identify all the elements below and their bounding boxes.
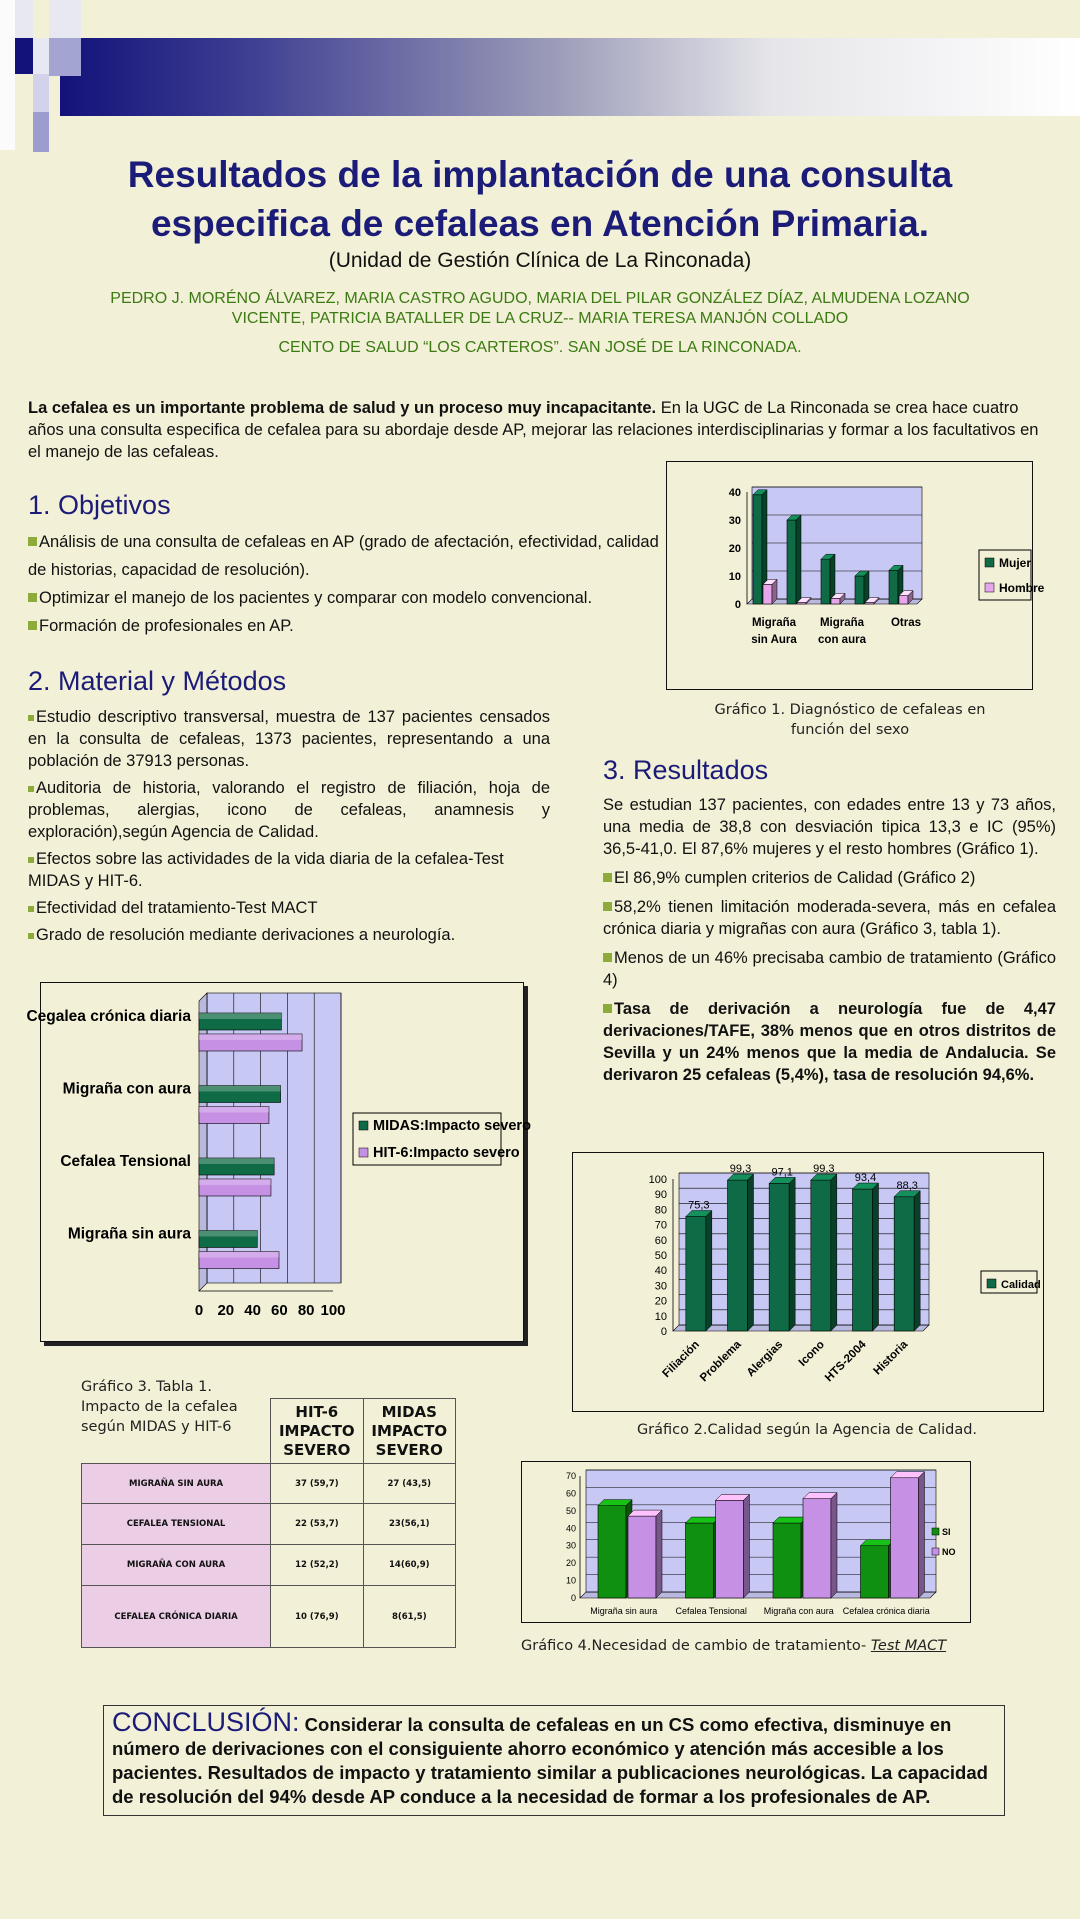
legend-label: Calidad [1001, 1279, 1041, 1291]
metodo-item: Auditoria de historia, valorando el registro de filiación, hoja de problemas, alergias, icono de cefaleas, anamnesis y exploración),según Agencia de Calidad. [28, 779, 550, 841]
resultados-para: Se estudian 137 pacientes, con edades entre 13 y 73 años, una media de 38,8 con desviación tipica 13,3 e IC (95%) 36,5-41,0. El 87,6% mujeres y el resto hombres (Gráfico 1). [603, 796, 1056, 858]
bar [889, 570, 898, 604]
legend-swatch [359, 1148, 368, 1157]
decor-square [0, 0, 15, 150]
objetivo-item: Formación de profesionales en AP. [28, 612, 660, 640]
header-decoration [0, 0, 1080, 160]
y-tick-label: 100 [648, 1174, 667, 1186]
x-tick-label: Migraña sin aura [590, 1606, 658, 1616]
legend-swatch [932, 1528, 939, 1535]
health-center: CENTO DE SALUD “LOS CARTEROS”. SAN JOSÉ DE LA RINCONADA. [278, 339, 802, 356]
data-label: 97,1 [771, 1166, 793, 1179]
bullet-icon [28, 621, 37, 630]
chart-g4-svg [522, 1462, 970, 1622]
table-cell: 10 (76,9) [271, 1586, 363, 1648]
y-tick-label: 20 [728, 543, 741, 555]
bar-side [914, 1191, 920, 1331]
resultado-item: Menos de un 46% precisaba cambio de tratamiento (Gráfico 4) [603, 949, 1056, 989]
bar [769, 1183, 789, 1331]
x-tick-label: con aura [818, 634, 866, 646]
legend-swatch [359, 1121, 368, 1130]
legend-swatch [985, 583, 994, 592]
bullet-icon [28, 786, 34, 792]
bar-side [748, 1174, 754, 1331]
test-mact-link[interactable]: Test MACT [870, 1638, 947, 1654]
bar-highlight [199, 1252, 279, 1258]
table-cell: 23(56,1) [363, 1504, 455, 1545]
table-header-row [82, 1399, 456, 1464]
bar-side [831, 1174, 837, 1331]
objetivos-heading: 1. Objetivos [28, 490, 171, 520]
bar-highlight [199, 1107, 269, 1113]
table-cell: 12 (52,2) [271, 1545, 363, 1586]
bar [686, 1217, 706, 1331]
bar [821, 559, 830, 604]
bar [853, 1189, 873, 1331]
bar [894, 1197, 914, 1331]
bar-highlight [199, 1158, 274, 1164]
bullet-icon [28, 715, 34, 721]
caption-g3: Gráfico 3. Tabla 1. Impacto de la cefalea según MIDAS y HIT-6 [81, 1379, 238, 1435]
chart-floor [673, 1325, 929, 1331]
x-tick-label: Problema [698, 1338, 744, 1385]
caption-g1: Gráfico 1. Diagnóstico de cefaleas en función del sexo [714, 702, 986, 738]
table-row-label: CEFALEA TENSIONAL [82, 1504, 271, 1545]
chart-g4 [521, 1461, 971, 1623]
y-tick-label: 30 [565, 1540, 576, 1551]
bullet-icon [28, 857, 34, 863]
x-tick-label: Migraña [751, 617, 797, 629]
objetivo-item: Análisis de una consulta de cefaleas en AP (grado de afectación, efectividad, calidad de historias, capacidad de resolución). [28, 533, 659, 579]
y-tick-label: 40 [565, 1523, 576, 1534]
y-tick-label: 10 [654, 1310, 667, 1323]
x-tick-label: Alergias [744, 1338, 786, 1380]
data-label: 88,3 [896, 1179, 918, 1192]
legend-swatch [987, 1279, 996, 1288]
y-tick-label: 10 [728, 571, 741, 583]
decor-square [49, 38, 81, 76]
x-tick-label: Cefalea crónica diaria [842, 1606, 930, 1616]
table-row [82, 1504, 456, 1545]
intro-bold: La cefalea es un importante problema de salud y un proceso muy incapacitante. [28, 399, 657, 417]
y-tick-label: 10 [565, 1575, 576, 1586]
y-tick-label: 0 [660, 1326, 667, 1338]
data-label: 75,3 [688, 1199, 710, 1212]
bar [899, 596, 908, 604]
legend-label: Hombre [999, 581, 1045, 595]
x-tick-label: Icono [796, 1338, 827, 1369]
table-row [82, 1464, 456, 1504]
decor-square [15, 38, 33, 74]
legend-swatch [985, 558, 994, 567]
bar-highlight [199, 1086, 281, 1092]
metodos-list [28, 706, 550, 946]
chart-g2 [572, 1152, 1044, 1412]
bar-side [789, 1177, 795, 1331]
bar [787, 520, 796, 604]
y-tick-label: 50 [565, 1505, 576, 1516]
table-header: MIDAS IMPACTO SEVERO [363, 1399, 455, 1464]
conclusion-text: Considerar la consulta de cefaleas en un CS como efectiva, disminuye en número de derivaciones con el consiguiente ahorro económico y atención más accesible a los pacientes. Resultados de impacto y tratamiento similar a publicaciones neurológicas. La capacidad de resolución del 94% desde AP conduce a la necesidad de formar a los profesionales de AP. [112, 1714, 988, 1807]
y-tick-label: 50 [654, 1250, 667, 1262]
y-tick-label: 20 [654, 1295, 667, 1308]
y-tick-label: Migraña con aura [62, 1080, 191, 1098]
bar [891, 1478, 919, 1598]
y-tick-label: 60 [565, 1488, 576, 1499]
bar-side [831, 1493, 837, 1598]
table-cell: 14(60,9) [363, 1545, 455, 1586]
x-tick-label: 0 [194, 1302, 204, 1319]
legend-swatch [932, 1548, 939, 1555]
bar [716, 1500, 744, 1598]
y-tick-label: 40 [654, 1265, 667, 1278]
header-banner [60, 38, 1080, 116]
legend-label: NO [942, 1547, 956, 1557]
conclusion-heading: CONCLUSIÓN: [112, 1707, 300, 1737]
y-tick-label: 90 [654, 1189, 667, 1202]
bullet-icon [603, 902, 612, 911]
y-tick-label: 20 [565, 1558, 576, 1569]
bullet-icon [603, 953, 612, 962]
metodos-heading: 2. Material y Métodos [28, 666, 287, 696]
legend-label: MIDAS:Impacto severo [373, 1118, 531, 1134]
table-cell: 37 (59,7) [271, 1464, 363, 1504]
y-tick-label: 30 [728, 515, 741, 527]
decor-square [33, 74, 49, 112]
table-cell: 22 (53,7) [271, 1504, 363, 1545]
caption-g4: Gráfico 4.Necesidad de cambio de tratamiento- Test MACT [521, 1638, 947, 1654]
table-corner-cell [82, 1399, 271, 1464]
bar-side [796, 515, 801, 604]
table-row-label: CEFALEA CRÓNICA DIARIA [82, 1586, 271, 1648]
y-tick-label: 80 [654, 1204, 667, 1217]
resultado-item: El 86,9% cumplen criterios de Calidad (Gráfico 2) [603, 867, 1056, 889]
conclusion-box [103, 1705, 1005, 1816]
bar [861, 1546, 889, 1598]
impact-table [81, 1398, 456, 1648]
x-tick-label: Cefalea Tensional [675, 1606, 747, 1616]
bar-side [656, 1510, 662, 1598]
resultado-item-bold: Tasa de derivación a neurología fue de 4,47 derivaciones/TAFE, 38% menos que en otros distritos de Sevilla y un 24% menos que la media de Andalucia. Se derivaron 25 cefaleas (5,4%), tasa de resolución 94,6%. [603, 1000, 1056, 1084]
poster-subtitle: (Unidad de Gestión Clínica de La Rinconada) [328, 249, 752, 272]
chart-g1-svg [667, 462, 1045, 689]
chart-g1 [666, 461, 1045, 690]
table-row-label: MIGRAÑA SIN AURA [82, 1464, 271, 1504]
objetivo-item: Optimizar el manejo de los pacientes y comparar con modelo convencional. [28, 584, 660, 612]
bullet-icon [28, 906, 34, 912]
data-label: 99,3 [729, 1163, 752, 1176]
y-tick-label: Migraña sin aura [67, 1225, 191, 1243]
bar-side [744, 1494, 750, 1598]
objetivos-list [28, 528, 660, 640]
x-tick-label: 60 [271, 1302, 288, 1319]
x-tick-label: 100 [320, 1302, 346, 1319]
bar [855, 576, 864, 604]
bar [598, 1506, 626, 1598]
y-tick-label: 40 [728, 487, 741, 499]
chart-g2-svg [573, 1153, 1043, 1411]
bar [628, 1516, 656, 1598]
bar-highlight [199, 1034, 302, 1040]
y-tick-label: 70 [654, 1219, 667, 1232]
y-tick-label: Cefalea Tensional [60, 1153, 191, 1170]
decor-square [49, 0, 81, 38]
resultado-item: 58,2% tienen limitación moderada-severa, más en cefalea crónica diaria y migrañas con aura (Gráfico 3, tabla 1). [603, 898, 1056, 938]
metodo-item: Efectos sobre las actividades de la vida diaria de la cefalea-Test MIDAS y HIT-6. [28, 850, 504, 890]
x-tick-label: sin Aura [751, 634, 797, 646]
bar-highlight [199, 1179, 271, 1185]
chart-g3 [26, 982, 531, 1342]
bar-side [919, 1472, 925, 1598]
bar [773, 1523, 801, 1598]
legend-label: SI [942, 1527, 951, 1537]
x-tick-label: 40 [244, 1302, 261, 1319]
y-tick-label: 70 [565, 1471, 576, 1481]
x-tick-label: Otras [890, 617, 922, 629]
x-tick-label: Filiación [660, 1338, 702, 1381]
resultados-body [603, 794, 1056, 1086]
table-row-label: MIGRAÑA CON AURA [82, 1545, 271, 1586]
x-tick-label: 20 [217, 1302, 235, 1319]
x-tick-label: Migraña con aura [763, 1606, 834, 1616]
x-tick-label: 80 [297, 1302, 315, 1319]
y-tick-label: 0 [570, 1593, 576, 1603]
authors: PEDRO J. MORÉNO ÁLVAREZ, MARIA CASTRO AGUDO, MARIA DEL PILAR GONZÁLEZ DÍAZ, ALMUDENA LOZANO VICENTE, PATRICIA BATALLER DE LA CRUZ-- MARIA TERESA MANJÓN COLLADO [110, 290, 970, 327]
bullet-icon [28, 933, 34, 939]
bar [831, 598, 840, 604]
legend-label: HIT-6:Impacto severo [373, 1145, 520, 1161]
bullet-icon [603, 1004, 612, 1013]
bar [753, 495, 762, 604]
bar-side [706, 1211, 712, 1331]
legend-label: Mujer [999, 556, 1032, 570]
x-tick-label: Migraña [819, 617, 865, 629]
y-tick-label: 60 [654, 1234, 667, 1247]
bullet-icon [603, 873, 612, 882]
table-row [82, 1545, 456, 1586]
y-tick-label: Cegalea crónica diaria [26, 1008, 191, 1025]
metodo-item: Grado de resolución mediante derivaciones a neurología. [28, 924, 550, 946]
x-tick-label: HTS-2004 [823, 1338, 869, 1385]
decor-square [33, 38, 49, 74]
metodo-item: Efectividad del tratamiento-Test MACT [28, 897, 550, 919]
metodo-item: Estudio descriptivo transversal, muestra de 137 pacientes censados en la consulta de cefaleas, 1373 pacientes, representando a una población de 37913 personas. [28, 708, 550, 770]
data-label: 93,4 [854, 1172, 877, 1185]
data-label: 99,3 [813, 1163, 835, 1176]
poster-title: Resultados de la implantación de una consulta especifica de cefaleas en Atención Primaria. [127, 154, 953, 244]
y-tick-label: 30 [654, 1280, 667, 1293]
bar-highlight [199, 1013, 281, 1019]
introduction [28, 397, 1050, 463]
bar [803, 1499, 831, 1598]
bar-highlight [199, 1231, 257, 1237]
decor-square [33, 112, 49, 152]
chart-g3-svg [26, 983, 531, 1341]
bar [686, 1523, 714, 1598]
bar [763, 584, 772, 604]
table-row [82, 1586, 456, 1648]
intro-rest: En la UGC de La Rinconada se crea hace cuatro años una consulta especifica de cefalea para su abordaje desde AP, mejorar las relaciones interdisciplinarias y formar a los facultativos en el manejo de las cefaleas. [28, 399, 1039, 461]
y-tick-label: 0 [734, 599, 741, 611]
bullet-icon [28, 593, 37, 602]
bar [811, 1180, 831, 1331]
bar [728, 1180, 748, 1331]
table-cell: 8(61,5) [363, 1586, 455, 1648]
resultados-heading: 3. Resultados [603, 755, 769, 785]
caption-g2: Gráfico 2.Calidad según la Agencia de Calidad. [636, 1422, 978, 1438]
x-tick-label: Historia [871, 1338, 911, 1378]
table-header: HIT-6 IMPACTO SEVERO [271, 1399, 363, 1464]
decor-square [15, 0, 33, 38]
bar-side [873, 1183, 879, 1331]
table-cell: 27 (43,5) [363, 1464, 455, 1504]
bullet-icon [28, 537, 37, 546]
